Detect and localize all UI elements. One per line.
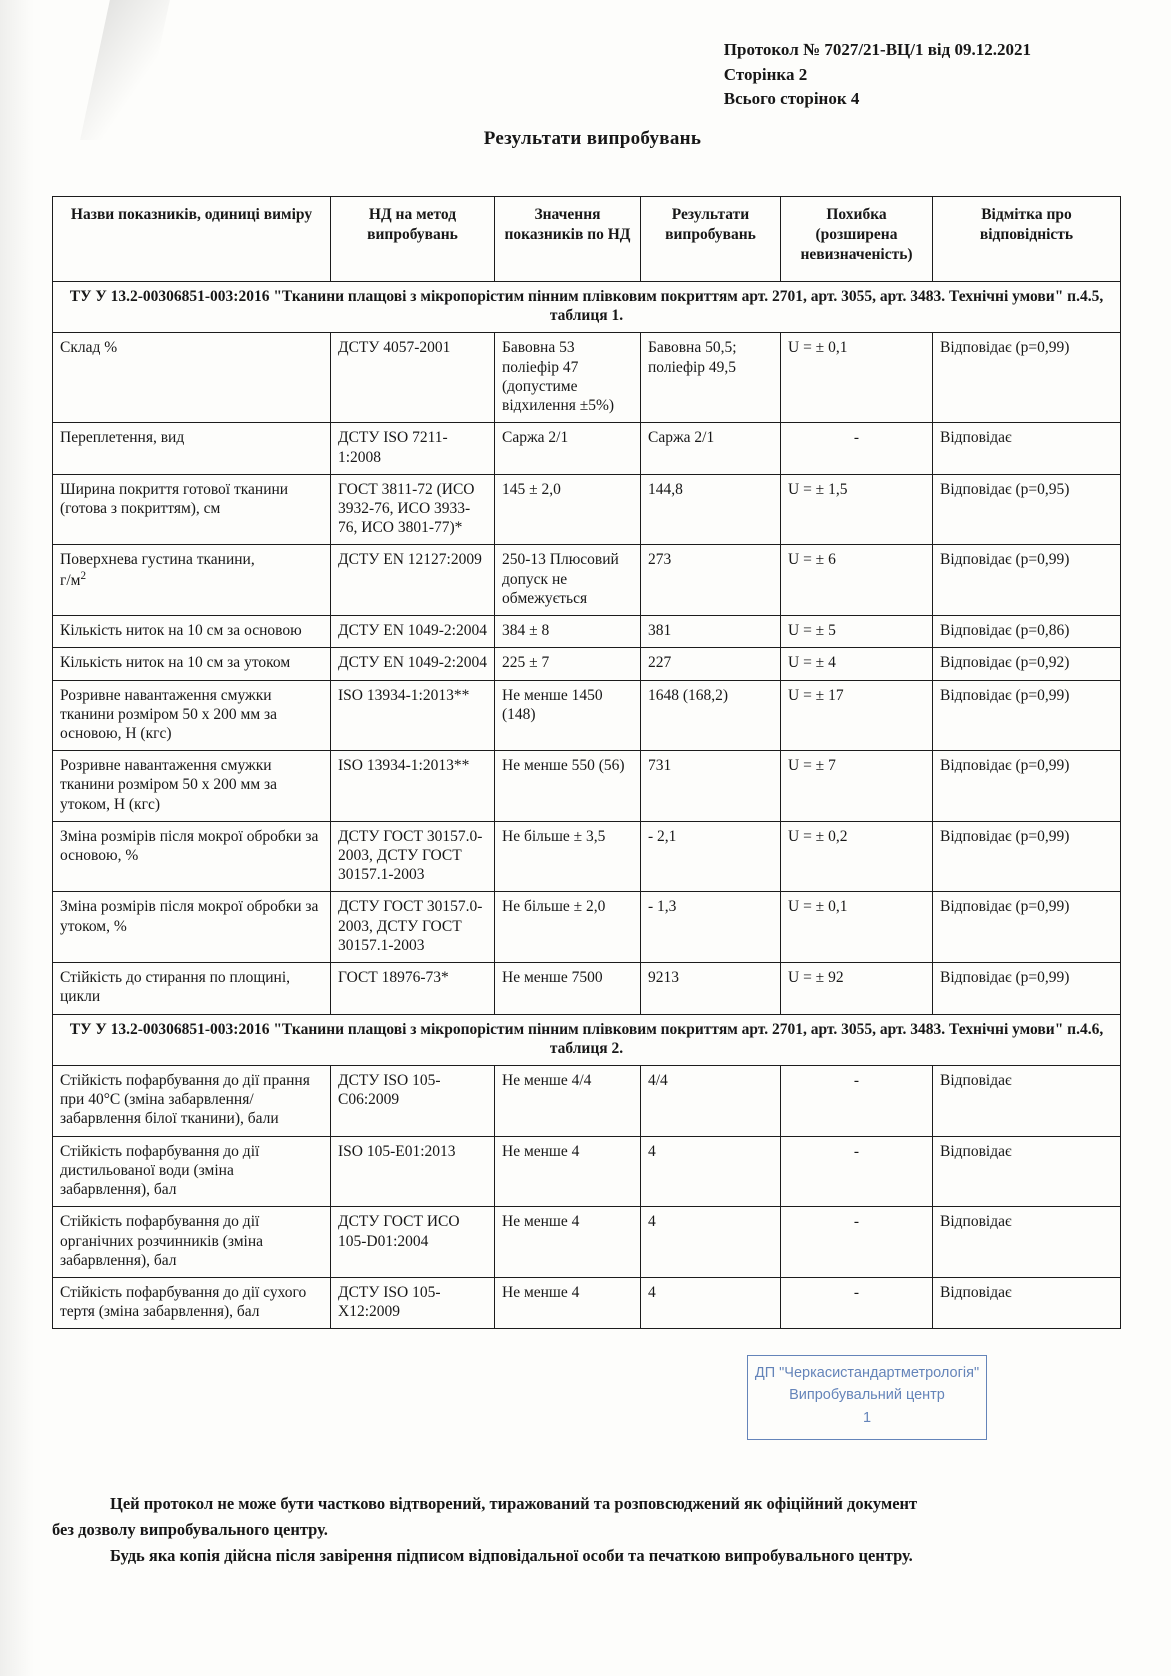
- table-row: [53, 1207, 1121, 1278]
- table-row: [53, 680, 1121, 751]
- cell-error: U = ± 17: [781, 680, 933, 751]
- cell-error: U = ± 0,1: [781, 333, 933, 423]
- cell-name: Стійкість пофарбування до дії дистильованої води (зміна забарвлення), бал: [53, 1136, 331, 1207]
- cell-method: ДСТУ ГОСТ 30157.0-2003, ДСТУ ГОСТ 30157.1-2003: [331, 821, 495, 892]
- cell-result: 381: [641, 616, 781, 648]
- stamp-center: Випробувальний центр: [789, 1387, 945, 1404]
- cell-nd-value: Не менше 4/4: [495, 1066, 641, 1137]
- section-caption-row: [53, 1014, 1121, 1065]
- cell-conformity: Відповідає (р=0,99): [933, 680, 1121, 751]
- column-header-method: НД на метод випробувань: [331, 197, 495, 282]
- cell-error: U = ± 92: [781, 963, 933, 1014]
- cell-method: ДСТУ ГОСТ ИСО 105-D01:2004: [331, 1207, 495, 1278]
- cell-error: -: [781, 1136, 933, 1207]
- cell-result: 9213: [641, 963, 781, 1014]
- cell-method: ДСТУ ISO 105-С06:2009: [331, 1066, 495, 1137]
- cell-conformity: Відповідає (р=0,99): [933, 545, 1121, 616]
- cell-error: -: [781, 423, 933, 474]
- cell-method: ДСТУ ISO 105-Х12:2009: [331, 1277, 495, 1328]
- cell-result: - 2,1: [641, 821, 781, 892]
- cell-nd-value: 225 ± 7: [495, 648, 641, 680]
- cell-name: Стійкість пофарбування до дії органічних розчинників (зміна забарвлення), бал: [53, 1207, 331, 1278]
- cell-nd-value: Не менше 4: [495, 1277, 641, 1328]
- cell-name: Стійкість пофарбування до дії сухого тертя (зміна забарвлення), бал: [53, 1277, 331, 1328]
- table-row: [53, 545, 1121, 616]
- cell-method: ГОСТ 18976-73*: [331, 963, 495, 1014]
- cell-nd-value: Не менше 550 (56): [495, 751, 641, 822]
- table-row: [53, 648, 1121, 680]
- cell-result: Бавовна 50,5; поліефір 49,5: [641, 333, 781, 423]
- cell-conformity: Відповідає (р=0,92): [933, 648, 1121, 680]
- cell-name: Склад %: [53, 333, 331, 423]
- protocol-number: Протокол № 7027/21-ВЦ/1 від 09.12.2021: [723, 40, 1031, 59]
- cell-result: 4: [641, 1136, 781, 1207]
- table-row: [53, 821, 1121, 892]
- stamp-number: 1: [862, 1409, 872, 1426]
- cell-name: Кількість ниток на 10 см за утоком: [53, 648, 331, 680]
- cell-result: - 1,3: [641, 892, 781, 963]
- cell-method: ДСТУ ГОСТ 30157.0-2003, ДСТУ ГОСТ 30157.1-2003: [331, 892, 495, 963]
- cell-result: 144,8: [641, 474, 781, 545]
- cell-nd-value: Не менше 4: [495, 1136, 641, 1207]
- cell-result: Саржа 2/1: [641, 423, 781, 474]
- table-row: [53, 1277, 1121, 1328]
- document-footer: [52, 1492, 1120, 1570]
- cell-method: ДСТУ EN 1049-2:2004: [331, 616, 495, 648]
- cell-conformity: Відповідає (р=0,99): [933, 963, 1121, 1014]
- cell-nd-value: Не менше 4: [495, 1207, 641, 1278]
- cell-conformity: Відповідає: [933, 1066, 1121, 1137]
- cell-name: Стійкість до стирання по площині, цикли: [53, 963, 331, 1014]
- cell-nd-value: Не менше 1450 (148): [495, 680, 641, 751]
- scan-streak-artifact: [80, 0, 170, 140]
- footer-line-1: Цей протокол не може бути частково відтворений, тиражований та розповсюджений як офіційний документ: [110, 1494, 918, 1513]
- cell-result: 731: [641, 751, 781, 822]
- column-header-conformity: Відмітка про відповідність: [933, 197, 1121, 282]
- cell-error: -: [781, 1066, 933, 1137]
- cell-name: Зміна розмірів після мокрої обробки за основою, %: [53, 821, 331, 892]
- cell-nd-value: 384 ± 8: [495, 616, 641, 648]
- page-title: Результати випробувань: [483, 128, 702, 149]
- cell-nd-value: Саржа 2/1: [495, 423, 641, 474]
- cell-method: ISO 13934-1:2013**: [331, 680, 495, 751]
- table-row: [53, 474, 1121, 545]
- cell-conformity: Відповідає (р=0,99): [933, 333, 1121, 423]
- cell-error: U = ± 1,5: [781, 474, 933, 545]
- table-row: [53, 333, 1121, 423]
- table-row: [53, 751, 1121, 822]
- cell-result: 273: [641, 545, 781, 616]
- column-header-result: Результати випробувань: [641, 197, 781, 282]
- cell-name: Поверхнева густина тканини, $г/м^2$: [53, 545, 331, 616]
- cell-conformity: Відповідає: [933, 1277, 1121, 1328]
- cell-name: Розривне навантаження смужки тканини розміром 50 х 200 мм за основою, Н (кгс): [53, 680, 331, 751]
- column-header-name: Назви показників, одиниці виміру: [53, 197, 331, 282]
- cell-nd-value: Не більше ± 3,5: [495, 821, 641, 892]
- cell-error: U = ± 0,2: [781, 821, 933, 892]
- total-pages: Всього сторінок 4: [723, 89, 860, 109]
- cell-result: 4/4: [641, 1066, 781, 1137]
- cell-nd-value: Не більше ± 2,0: [495, 892, 641, 963]
- table-row: [53, 892, 1121, 963]
- cell-result: 4: [641, 1207, 781, 1278]
- cell-conformity: Відповідає (р=0,99): [933, 821, 1121, 892]
- cell-nd-value: 250-13 Плюсовий допуск не обмежується: [495, 545, 641, 616]
- cell-error: U = ± 7: [781, 751, 933, 822]
- footer-line-2: без дозволу випробувального центру.: [52, 1519, 328, 1539]
- laboratory-stamp: [747, 1355, 987, 1440]
- cell-method: ДСТУ EN 12127:2009: [331, 545, 495, 616]
- section-caption-row: [53, 282, 1121, 333]
- cell-conformity: Відповідає (р=0,86): [933, 616, 1121, 648]
- cell-error: -: [781, 1207, 933, 1278]
- cell-error: U = ± 4: [781, 648, 933, 680]
- cell-name: Стійкість пофарбування до дії прання при 40°С (зміна забарвлення/ забарвлення білої тканини), бали: [53, 1066, 331, 1137]
- table-row: [53, 1136, 1121, 1207]
- cell-conformity: Відповідає: [933, 1207, 1121, 1278]
- cell-method: ГОСТ 3811-72 (ИСО 3932-76, ИСО 3933-76, ИСО 3801-77)*: [331, 474, 495, 545]
- cell-conformity: Відповідає: [933, 1136, 1121, 1207]
- table-row: [53, 423, 1121, 474]
- cell-name: Переплетення, вид: [53, 423, 331, 474]
- cell-name: Зміна розмірів після мокрої обробки за утоком, %: [53, 892, 331, 963]
- cell-error: -: [781, 1277, 933, 1328]
- column-header-error: Похибка (розширена невизначеність): [781, 197, 933, 282]
- section-caption: ТУ У 13.2-00306851-003:2016 "Тканини плащові з мікропорістим пінним плівковим покриттям арт. 2701, арт. 3055, арт. 3483. Технічні умови" п.4.6, таблиця 2.: [53, 1014, 1121, 1065]
- column-header-nd-value: Значення показників по НД: [495, 197, 641, 282]
- cell-method: ДСТУ 4057-2001: [331, 333, 495, 423]
- cell-nd-value: Бавовна 53 поліефір 47 (допустиме відхилення ±5%): [495, 333, 641, 423]
- cell-method: ISO 13934-1:2013**: [331, 751, 495, 822]
- table-header-row: [53, 197, 1121, 282]
- scan-edge-shadow: [0, 0, 34, 1676]
- cell-nd-value: Не менше 7500: [495, 963, 641, 1014]
- page-number: Сторінка 2: [723, 64, 808, 84]
- cell-nd-value: 145 ± 2,0: [495, 474, 641, 545]
- cell-error: U = ± 6: [781, 545, 933, 616]
- cell-error: U = ± 0,1: [781, 892, 933, 963]
- cell-name: Розривне навантаження смужки тканини розміром 50 х 200 мм за утоком, Н (кгс): [53, 751, 331, 822]
- cell-result: 227: [641, 648, 781, 680]
- cell-method: ДСТУ ISO 7211-1:2008: [331, 423, 495, 474]
- table-row: [53, 963, 1121, 1014]
- cell-conformity: Відповідає: [933, 423, 1121, 474]
- cell-method: ISO 105-Е01:2013: [331, 1136, 495, 1207]
- footer-line-3: Будь яка копія дійсна після завірення підписом відповідальної особи та печаткою випробувального центру.: [110, 1545, 913, 1565]
- document-header: [724, 38, 1031, 112]
- cell-conformity: Відповідає (р=0,99): [933, 892, 1121, 963]
- results-table: [52, 196, 1121, 1329]
- cell-conformity: Відповідає (р=0,95): [933, 474, 1121, 545]
- cell-name: Кількість ниток на 10 см за основою: [53, 616, 331, 648]
- stamp-organization: ДП "Черкасистандартметрологія": [754, 1365, 980, 1381]
- cell-method: ДСТУ EN 1049-2:2004: [331, 648, 495, 680]
- cell-error: U = ± 5: [781, 616, 933, 648]
- cell-conformity: Відповідає (р=0,99): [933, 751, 1121, 822]
- section-caption: ТУ У 13.2-00306851-003:2016 "Тканини плащові з мікропорістим пінним плівковим покриттям арт. 2701, арт. 3055, арт. 3483. Технічні умови" п.4.5, таблиця 1.: [53, 282, 1121, 333]
- table-row: [53, 1066, 1121, 1137]
- cell-result: 4: [641, 1277, 781, 1328]
- cell-name: Ширина покриття готової тканини (готова з покриттям), см: [53, 474, 331, 545]
- cell-result: 1648 (168,2): [641, 680, 781, 751]
- table-row: [53, 616, 1121, 648]
